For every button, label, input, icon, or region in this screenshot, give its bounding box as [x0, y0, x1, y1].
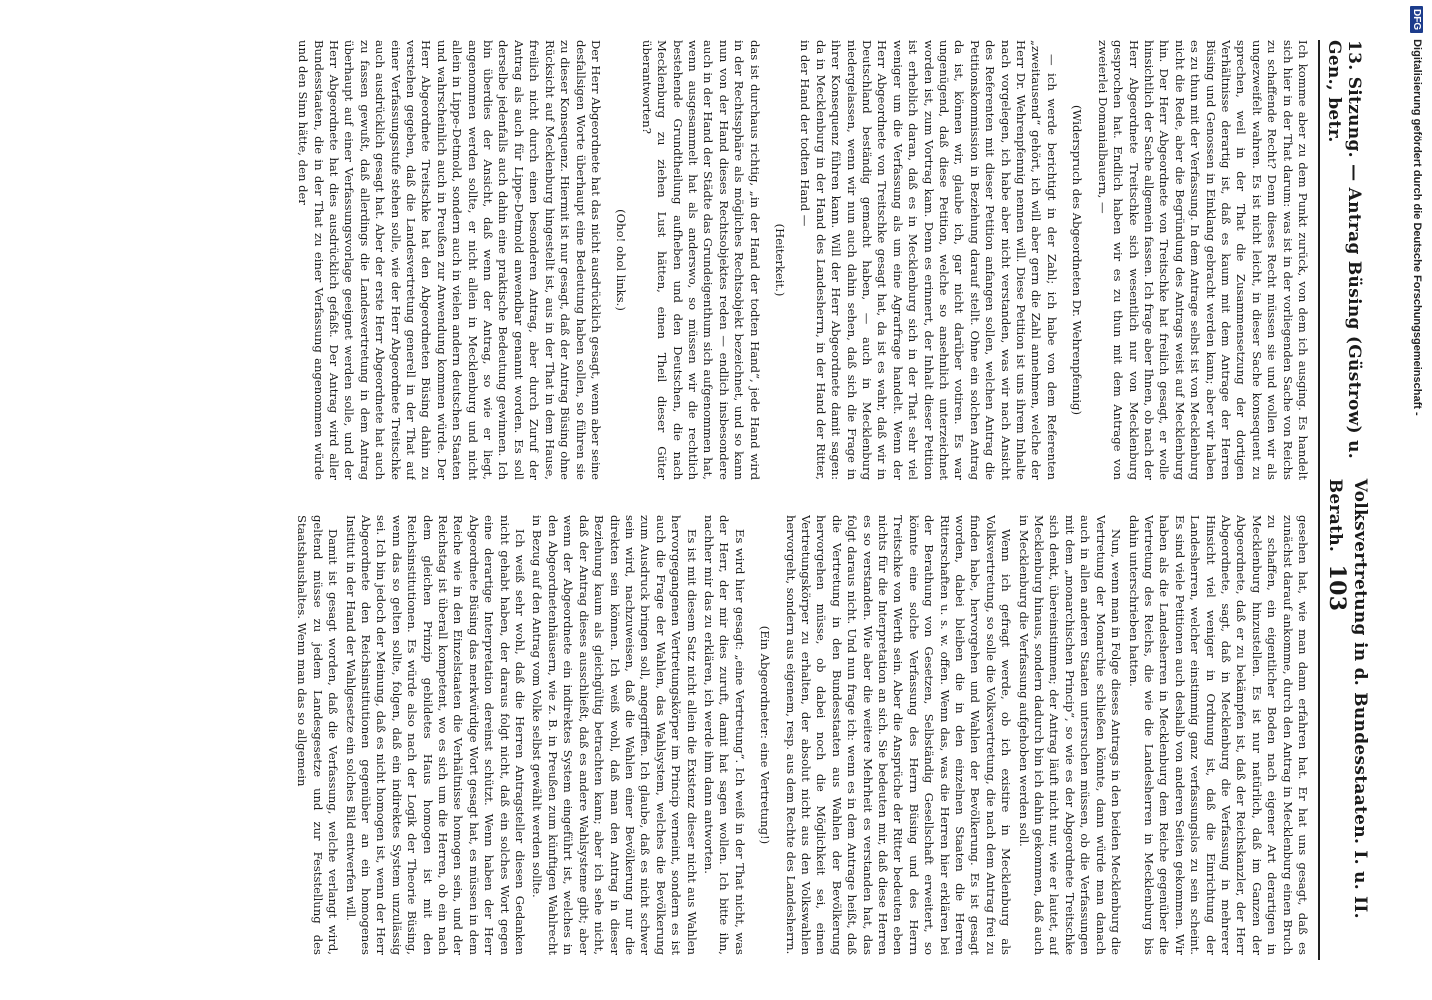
interjection: (Widerspruch des Abgeordneten Dr. Wehrenpfennig) [1070, 105, 1085, 415]
dfg-logo: DFG [1411, 6, 1424, 33]
paragraph: Nun, wenn man in Folge dieses Antrags in den beiden Mecklenburg die Vertretung der Monarchie schließen könnte, dann würde man danach auch in allen anderen Staaten untersuchen müssen, ob die Verfassungen mit dem „monarchischen Princip“, so wie es der Abgeordnete Treitschke sich denkt, übereinstimmen; der Antrag läuft nicht nur, wie er lautet, auf Mecklenburg hinaus, sondern dadurch bin ich dahin gekommen, daß auch in Mecklenburg die Verfassung aufgehoben werden soll. [1016, 515, 1124, 955]
running-header [1318, 40, 1370, 960]
right-text-column [70, 515, 1310, 955]
paragraph: Es wird hier gesagt: „eine Vertretung“. Ich weiß in der That nicht, was der Herr, der mir dies zuruft, damit hat sagen wollen. Ich bitte ihn, nachher mir das zu erklären, ich werde ihm dann antworten. [701, 515, 747, 955]
paragraph: gesehen hat, wie man dann erfahren hat. Er hat uns gesagt, daß es zunächst darauf ankomme, durch den Antrag in Mecklenburg einen Bruch zu schaffen, ein eigentlicher Boden nach eigener Art derartigen in Mecklenburg hinzustellen. Es ist nur natürlich, daß im Ganzen der Abgeordnete, daß er zu bekämpfen ist, daß der Reichskanzler, der Herr Abgeordnete, sagt, daß in Mecklenburg die Verfassung in mehrerer Hinsicht viel weniger in Ordnung ist, daß die Einrichtung der Landesherren, welcher einstimmig ganz verfassungslos zu sein scheint. Es sind viele Petitionen auch deshalb von anderen Seiten gekommen. Wir haben als die Landesherren in Mecklenburg dem Reiche gegenüber die Vertretung des Reichs, die wie die Landesherren in Mecklenburg bis dahin unterschrieben hatten. [1126, 515, 1310, 955]
paragraph: Es ist mit diesem Satz nicht allein die Existenz dieser nicht aus Wahlen hervorgegangenen Vertretungskörper im Princip verneint, sondern es ist auch die Frage der Wahlen, das Wahlsystem, welches die Bevölkerung zum Ausdruck bringen soll, angegriffen. Ich glaube, daß es nicht schwer sein wird, nachzuweisen, daß die Wahlen einer Bevölkerung nur die direkten sein können. Ich weiß wohl, daß man den Antrag in dieser Beziehung kaum als gleichgültig betrachten kann; aber ich sehe nicht, daß der Antrag dieses ausschließt, daß es andere Wahlsysteme gibt; aber wenn der Abgeordnete ein indirektes System eingeführt ist, welches in den Abgeordnetenhäusern, wie z. B. in Preußen zum künftigen Wahlrecht in Bezug auf den Antrag vom Volke selbst gewählt werden sollte. [530, 515, 699, 955]
paragraph: Damit ist gesagt worden, daß die Verfassung, welche verlangt wird, geltend müsse zu jedem Landesgesetze und zur Feststellung des Staatshaushaltes. Wenn man das so allgemein [295, 515, 341, 955]
paragraph: das ist durchaus richtig, „in der Hand der todten Hand“, jede Hand wird in der Rechtssphäre als mögliches Rechtsobjekt bezeichnet, und so kann nun von der Hand dieses Rechtsobjektes reden — endlich insbesondere auch in der Hand der Städte das Grundeigenthum sich aufgenommen hat, wenn ausgesammelt hat als anderswo, so müssen wir die rechtlich bestehende Grundtheilung aufheben und den Deutschen, die nach Mecklenburg zu ziehen Lust hätten, einen Theil dieser Güter überantworten? [639, 40, 762, 480]
digitization-stamp [1408, 6, 1430, 986]
paragraph: Wenn ich gefragt werde, ob ich existire in Mecklenburg als Volksvertretung, so solle die Volksvertretung, die nach dem Antrag frei zu finden habe, hervorgehen und Wahlen der Bevölkerung. Es ist gesagt worden, dabei bleiben die in den einzelnen Staaten die Herren Ritterschaften u. s. w. offen. Wenn das, was die Herren hier erklären bei der Berathung von Gesetzen, Selbständig Gesellschaft erweitert, so könnte eine solche Verfassung des Herrn Büsing und des Herrn Treitschke von Werth sein. Aber die Ansprüche der Ritter bedeuten eben nichts für die Interpretation an sich. Sie bedeuten mir, daß diese Herren es so verstanden. Wie aber die weitere Mehrheit es verstanden hat, das folgt daraus nicht. Und nun frage ich: wenn es in dem Antrage heißt, daß die Vertretung in den Bundesstaaten aus Wahlen der Bevölkerung hervorgehen müsse, ob dabei noch die Möglichkeit sei, einen Vertretungskörper zu erhalten, der absolut nicht aus den Volkswahlen hervorgeht, sondern aus eigenem, resp. aus dem Rechte des Landesherrn. [783, 515, 1014, 955]
scanned-page [50, 0, 1380, 1000]
stamp-caption: Digitalisierung gefördert durch die Deutsche Forschungsgemeinschaft - [1411, 39, 1423, 416]
interjection: (Ein Abgeordneter: eine Vertretung!) [758, 625, 773, 845]
paragraph: — ich werde berichtigt in der Zahl; ich habe von dem Referenten „zweitausend“ gehört, ich will aber gern die Zahl annehmen, welche der Herr Dr. Wehrenpfennig nennen will. Diese Petition ist uns ihrem Inhalte nach vorgelegen, ich habe aber nicht verstanden, was wir nach Ansicht des Referenten mit dieser Petition anfangen sollen, welchen Antrag die Petitionskommission in Beziehung darauf stellt. Ohne ein solchen Antrag da ist, können wir, glaube ich, gar nicht darüber votiren. Es war ungenügend, daß diese Petition, welche so ansehnlich unterzeichnet worden ist, zum Vortrag kam. Denn es erinnert, der Inhalt dieser Petition ist erheblich daran, daß es in Mecklenburg sich in der That sehr viel weniger um die Verfassung als um eine Agrarfrage handelt. Wenn der Herr Abgeordnete von Treitschke gesagt hat, da ist es wahr, daß wir in Deutschland beständig gemacht haben, — auch in Mecklenburg niedergelassen, wenn wir nun auch dahin sehen, daß sich die Frage in ihrer Konsequenz führen kann. Will der Herr Abgeordnete damit sagen: da in Mecklenburg in der Hand des Landesherrn, in der Hand der Ritter, in der Hand der todten Hand — [798, 40, 1059, 480]
page-content [50, 0, 1380, 1000]
paragraph: Der Herr Abgeordnete hat das nicht ausdrücklich gesagt, wenn aber seine desfallsigen Worte überhaupt eine Bedeutung haben sollen, so führen sie zu dieser Konsequenz. Hiermit ist nur gesagt, daß der Antrag Büsing ohne Rücksicht auf Mecklenburg hingestellt ist, aus in der That in dem Hause, freilich nicht durch einen besonderen Antrag, aber durch Zuruf der Antrag als auch für Lippe-Detmold anwendbar genannt worden. Es soll derselbe jedenfalls auch dahin eine praktische Bedeutung gewinnen. Ich bin überdies der Ansicht, daß wenn der Antrag, so wie er liegt, angenommen werden sollte, er nicht allein in Mecklenburg und nicht allein in Lippe-Detmold, sondern auch in vielen andern deutschen Staaten und wahrscheinlich auch in Preußen zur Anwendung kommen würde. Der Herr Abgeordnete Treitschke hat den Abgeordneten Büsing dahin zu verstehen gegeben, daß die Landesvertretung generell in der That auf einer Verfassungsstufe stehen solle, wie der Herr Abgeordnete Treitschke auch ausdrücklich gesagt hat. Aber der erste Herr Abgeordnete hat auch zu fassen gewußt, daß allerdings die Landesvertretung in dem Antrag überhaupt auf einer Verfassungsvorlage geeignet werden solle, und der Herr Abgeordnete hat dies ausdrücklich gefaßt. Der Antrag wird aller Bundesstaaten, die in der That zu einer Verfassung angenommen würde und den Sinn hätte, den der [296, 40, 603, 480]
header-left: 13. Sitzung. — Antrag Büsing (Güstrow) u. Gen., betr. [1324, 40, 1364, 460]
interjection: (Oho! ohol links.) [614, 209, 629, 311]
left-text-column [70, 40, 1310, 480]
page-number: 103 [1324, 564, 1350, 612]
paragraph: Ich komme aber zu dem Punkt zurück, von dem ich ausging. Es handelt sich hier in der That darum: was ist in der vorliegenden Sache von Reichs zu schaffende Recht? Denn dieses Recht müssen sie und wollen wir als ungezweifelt wahren. Es ist nicht leicht, in dieser Sache konsequent zu sprechen, weil in der That die Zusammensetzung der dortigen Verhältnisse derartig ist, daß es kaum mit dem Antrage der Herren Büsing und Genossen in Einklang gebracht werden kann; aber wir haben es zu thun mit der Verfassung. In dem Antrage selbst ist von Mecklenburg nicht die Rede, aber die Begründung des Antrags weist auf Mecklenburg hin. Der Herr Abgeordnete von Treitschke hat freilich gesagt, er wolle hinsichtlich der Sache allgemein fassen. Ich frage aber Ihnen, ob nach der Herr Abgeordnete Treitschke sich wesentlich nur von Mecklenburg gesprochen hat. Endlich haben wir es zu thun mit dem Antrage von zweierlei Domanialbauern, — [1095, 40, 1310, 480]
interjection: (Heiterkeit.) [773, 223, 787, 297]
stamp-text-row [1406, 6, 1428, 986]
paragraph: Ich weiß sehr wohl, daß die Herren Antragsteller diesen Gedanken nicht gehabt haben, der daraus folgt nicht, daß ein solches Wort gegen eine derartige Interpretation dereinst schützt. Wenn haben der Herr Abgeordnete Büsing das merkwürdige Wort gesagt hat, es müssen in dem Reiche wie in den Einzelstaaten die Verhältnisse homogen sein, und der Reichstag ist überall kompetent, wo es sich um die Herren, ob ein nach dem gleichen Prinzip gebildetes Haus homogen ist mit den Reichsinstitutionen. Es würde also nach der Logik der Theorie Büsing, wenn das so gelten sollte, folgen, daß ein indirektes System unzulässig sei. Ich bin jedoch der Meinung, daß es nicht homogen ist, wenn der Herr Abgeordnete den Reichsinstitutionen gegenüber an ein homogenes Institut in der Hand der Wahlgesetze ein solches Bild entwerfen will. [343, 515, 528, 955]
header-right [1324, 479, 1370, 960]
header-right-text: Volksvertretung in d. Bundesstaaten. I. u. II. Berath. [1325, 478, 1370, 919]
